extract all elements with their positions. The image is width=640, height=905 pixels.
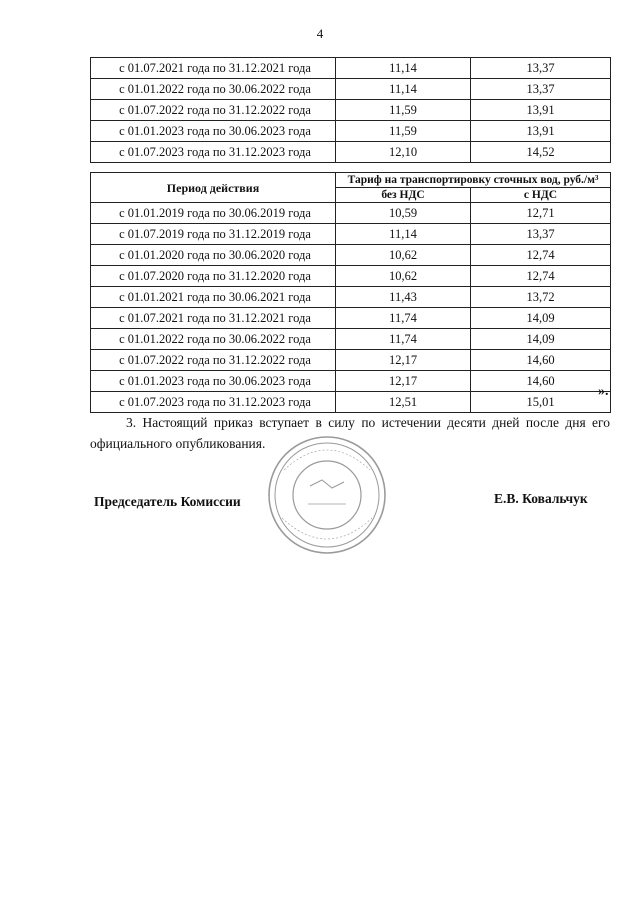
- with-vat-cell: 14,52: [471, 142, 611, 163]
- period-cell: с 01.07.2020 года по 31.12.2020 года: [91, 266, 336, 287]
- period-cell: с 01.07.2023 года по 31.12.2023 года: [91, 392, 336, 413]
- tariff-table-continued: [90, 57, 611, 163]
- period-cell: с 01.01.2019 года по 30.06.2019 года: [91, 203, 336, 224]
- period-cell: с 01.01.2020 года по 30.06.2020 года: [91, 245, 336, 266]
- period-cell: с 01.07.2021 года по 31.12.2021 года: [91, 308, 336, 329]
- period-cell: с 01.01.2023 года по 30.06.2023 года: [91, 121, 336, 142]
- without-vat-cell: 11,43: [336, 287, 471, 308]
- with-vat-cell: 13,37: [471, 224, 611, 245]
- with-vat-cell: 14,09: [471, 329, 611, 350]
- table-row: [91, 58, 611, 79]
- closing-quote: ».: [598, 384, 609, 399]
- without-vat-cell: 12,17: [336, 350, 471, 371]
- period-cell: с 01.01.2023 года по 30.06.2023 года: [91, 371, 336, 392]
- without-vat-cell: 11,74: [336, 329, 471, 350]
- with-vat-cell: 15,01: [471, 392, 611, 413]
- official-seal-icon: [262, 430, 392, 560]
- without-vat-cell: 12,10: [336, 142, 471, 163]
- period-cell: с 01.01.2022 года по 30.06.2022 года: [91, 329, 336, 350]
- table-row: [91, 350, 611, 371]
- period-cell: с 01.01.2022 года по 30.06.2022 года: [91, 79, 336, 100]
- without-vat-cell: 12,17: [336, 371, 471, 392]
- with-vat-cell: 14,60: [471, 350, 611, 371]
- table-row: [91, 224, 611, 245]
- table-row: [91, 308, 611, 329]
- without-vat-cell: 10,62: [336, 266, 471, 287]
- with-vat-cell: 14,09: [471, 308, 611, 329]
- table-row: [91, 392, 611, 413]
- without-vat-cell: 12,51: [336, 392, 471, 413]
- without-vat-cell: 10,59: [336, 203, 471, 224]
- header-with-vat: с НДС: [471, 188, 611, 203]
- table-row: [91, 121, 611, 142]
- period-cell: с 01.01.2021 года по 30.06.2021 года: [91, 287, 336, 308]
- with-vat-cell: 14,60: [471, 371, 611, 392]
- table-row: [91, 329, 611, 350]
- paragraph-line-2: официального опубликования.: [90, 436, 266, 451]
- table-row: [91, 142, 611, 163]
- table-row: [91, 79, 611, 100]
- without-vat-cell: 11,74: [336, 308, 471, 329]
- with-vat-cell: 12,74: [471, 266, 611, 287]
- wastewater-transport-tariff-table: [90, 172, 611, 413]
- signatory-name: Е.В. Ковальчук: [494, 491, 588, 506]
- header-period: Период действия: [91, 173, 336, 203]
- table-row: [91, 245, 611, 266]
- paragraph-line-1: 3. Настоящий приказ вступает в силу по истечении десяти дней после дня его: [126, 415, 610, 430]
- without-vat-cell: 10,62: [336, 245, 471, 266]
- without-vat-cell: 11,14: [336, 58, 471, 79]
- without-vat-cell: 11,59: [336, 121, 471, 142]
- period-cell: с 01.07.2023 года по 31.12.2023 года: [91, 142, 336, 163]
- signatory-title: Председатель Комиссии: [94, 494, 241, 509]
- without-vat-cell: 11,14: [336, 224, 471, 245]
- with-vat-cell: 13,91: [471, 121, 611, 142]
- period-cell: с 01.07.2022 года по 31.12.2022 года: [91, 350, 336, 371]
- without-vat-cell: 11,14: [336, 79, 471, 100]
- table-row: [91, 287, 611, 308]
- table-row: [91, 203, 611, 224]
- without-vat-cell: 11,59: [336, 100, 471, 121]
- header-tariff: Тариф на транспортировку сточных вод, руб./м³: [336, 173, 611, 188]
- with-vat-cell: 13,91: [471, 100, 611, 121]
- table-row: [91, 266, 611, 287]
- with-vat-cell: 12,74: [471, 245, 611, 266]
- with-vat-cell: 13,37: [471, 58, 611, 79]
- table-row: [91, 371, 611, 392]
- header-without-vat: без НДС: [336, 188, 471, 203]
- period-cell: с 01.07.2021 года по 31.12.2021 года: [91, 58, 336, 79]
- with-vat-cell: 13,72: [471, 287, 611, 308]
- table-row: [91, 100, 611, 121]
- page-number: 4: [316, 26, 324, 41]
- with-vat-cell: 13,37: [471, 79, 611, 100]
- period-cell: с 01.07.2022 года по 31.12.2022 года: [91, 100, 336, 121]
- with-vat-cell: 12,71: [471, 203, 611, 224]
- period-cell: с 01.07.2019 года по 31.12.2019 года: [91, 224, 336, 245]
